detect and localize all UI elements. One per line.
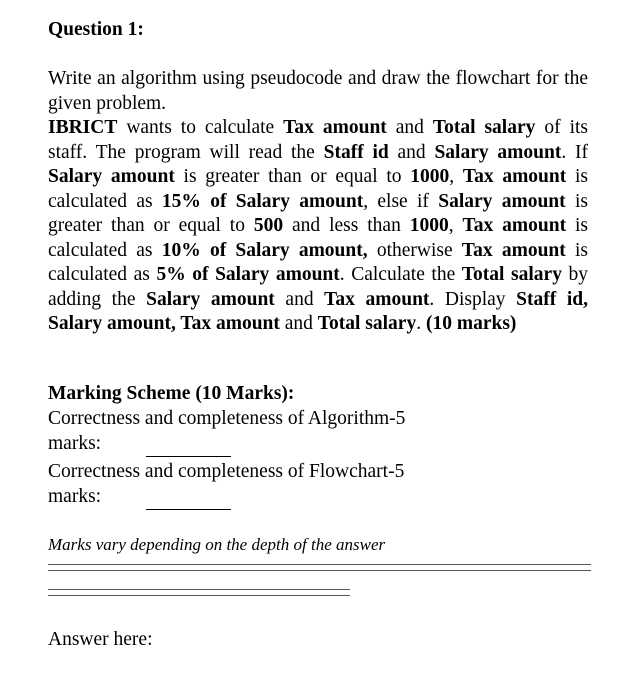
flowchart-criterion: Correctness and completeness of Flowchart-5 (48, 461, 405, 482)
problem-bold-run: (10 marks) (425, 313, 517, 334)
problem-bold-run: Total salary (317, 313, 417, 334)
problem-bold-run: 10% of Salary amount, (161, 239, 368, 261)
problem-text-run: by adding the (48, 264, 589, 310)
problem-text-run: and (279, 313, 318, 334)
problem-bold-run: Total salary (461, 264, 562, 285)
problem-text-run: is greater than or equal to (48, 190, 588, 236)
problem-text-run: is calculated as (48, 215, 588, 261)
flowchart-marks-blank (146, 509, 231, 510)
problem-text-run: wants to calculate (117, 117, 284, 138)
problem-text-run: and less than (283, 215, 410, 236)
problem-bold-run: 15% of Salary amount (161, 190, 364, 212)
problem-bold-run: Tax amount (462, 215, 567, 236)
flowchart-marks-label: marks: (48, 486, 102, 507)
problem-text-run: , else if (363, 190, 439, 212)
marking-scheme-title: Marking Scheme (10 Marks): (48, 383, 295, 404)
problem-bold-run: Total salary (432, 117, 536, 138)
answer-label: Answer here: (48, 629, 153, 650)
problem-text-run: otherwise (367, 239, 462, 261)
marks-note: Marks vary depending on the depth of the answer (48, 535, 386, 554)
problem-text-run: is greater than or equal to (174, 166, 411, 187)
problem-text-run: . Display (429, 288, 517, 310)
problem-text-run: . Calculate the (339, 264, 462, 285)
problem-text-run: . If (561, 141, 588, 163)
problem-text-run: , (448, 215, 463, 236)
problem-bold-run: 500 (253, 215, 284, 236)
problem-text-run: is calculated as (48, 239, 588, 285)
problem-bold-run: 5% of Salary amount (156, 264, 340, 285)
problem-bold-run: Staff id (323, 141, 389, 163)
separator-long (48, 564, 591, 571)
problem-bold-run: IBRICT (48, 117, 118, 138)
problem-text-run: and (386, 117, 433, 138)
algorithm-criterion: Correctness and completeness of Algorithm-5 (48, 408, 406, 429)
problem-text-run: is calculated as (48, 166, 588, 212)
algorithm-marks-label: marks: (48, 433, 102, 454)
problem-text-run: and (388, 141, 435, 163)
problem-bold-run: Tax amount (283, 117, 387, 138)
problem-text-run: . (416, 313, 426, 334)
problem-bold-run: 1000 (409, 215, 449, 236)
question-intro: Write an algorithm using pseudocode and draw the flowchart for the given problem. (48, 68, 588, 114)
problem-text-run: and (274, 288, 325, 310)
problem-bold-run: Tax amount (324, 288, 430, 310)
problem-text-run: of its staff. The program will read the (48, 117, 588, 163)
separator-short (48, 589, 350, 596)
problem-bold-run: Salary amount (48, 166, 175, 187)
problem-bold-run: Tax amount (461, 239, 566, 261)
problem-bold-run: 1000 (410, 166, 450, 187)
question-title: Question 1: (48, 19, 144, 40)
problem-text-run: , (449, 166, 463, 187)
algorithm-marks-blank (146, 456, 231, 457)
problem-bold-run: Salary amount (434, 141, 562, 163)
problem-bold-run: Staff id, Salary amount, Tax amount (48, 288, 588, 334)
problem-statement (48, 116, 588, 337)
problem-bold-run: Tax amount (462, 166, 567, 187)
problem-bold-run: Salary amount (146, 288, 275, 310)
problem-bold-run: Salary amount (438, 190, 566, 212)
